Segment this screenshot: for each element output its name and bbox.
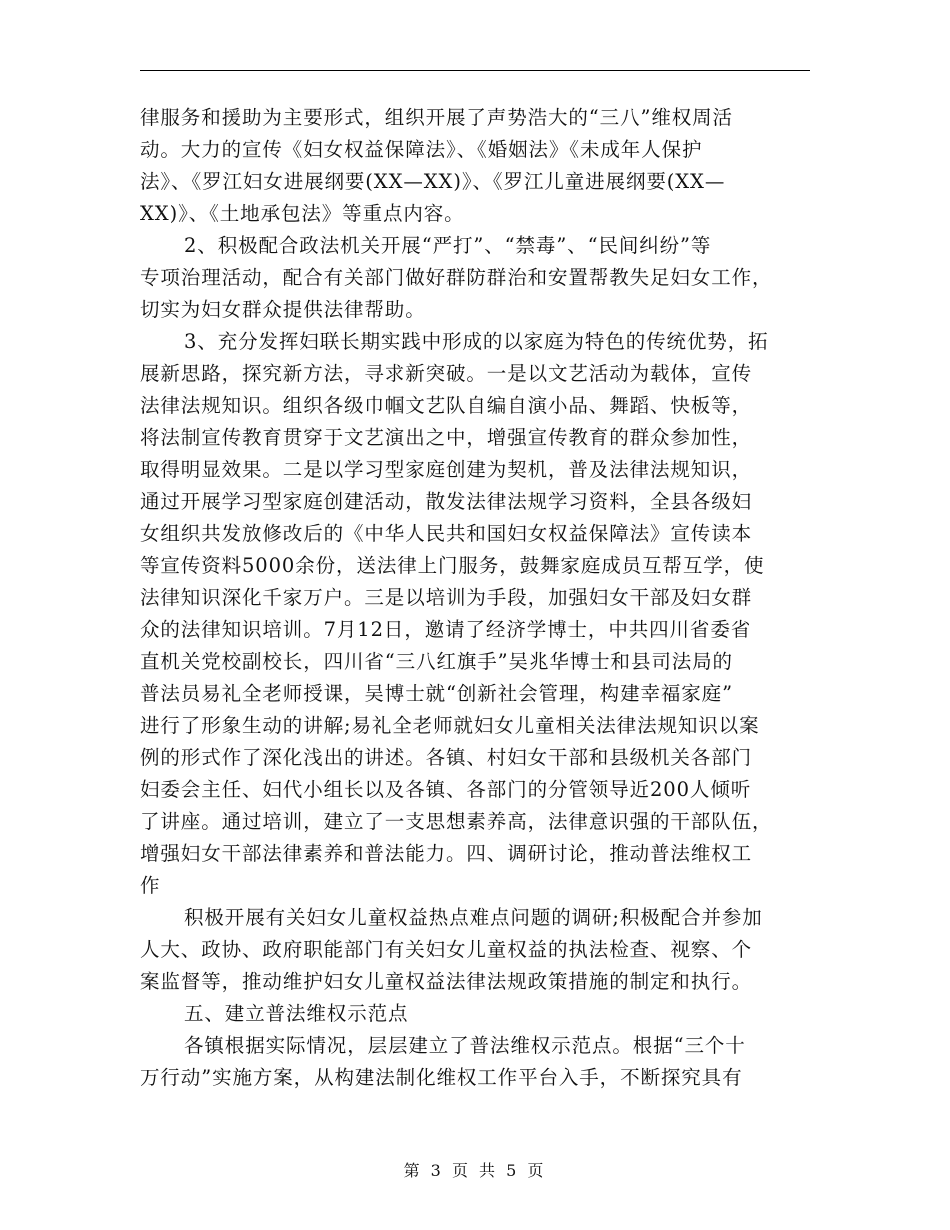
text-line: 法律知识深化千家万户。三是以培训为手段，加强妇女干部及妇女群 bbox=[140, 586, 753, 609]
text-line: 进行了形象生动的讲解;易礼全老师就妇女儿童相关法律法规知识以案 bbox=[140, 714, 760, 737]
text-line: 案监督等，推动维护妇女儿童权益法律法规政策措施的制定和执行。 bbox=[140, 970, 753, 993]
text-line: 法》、《罗江妇女进展纲要(XX—XX)》、《罗江儿童进展纲要(XX— bbox=[140, 170, 726, 193]
text-line: 例的形式作了深化浅出的讲述。各镇、村妇女干部和县级机关各部门 bbox=[140, 746, 753, 769]
text-line: 动。大力的宣传《妇女权益保障法》、《婚姻法》《未成年人保护 bbox=[140, 138, 703, 161]
text-line: 积极开展有关妇女儿童权益热点难点问题的调研;积极配合并参加 bbox=[184, 906, 763, 929]
text-line: 各镇根据实际情况，层层建立了普法维权示范点。根据“三个十 bbox=[184, 1034, 746, 1057]
text-line: 2、积极配合政法机关开展“严打”、“禁毒”、“民间纠纷”等 bbox=[184, 234, 712, 257]
text-line: 万行动”实施方案，从构建法制化维权工作平台入手，不断探究具有 bbox=[140, 1066, 743, 1089]
text-line: 法律法规知识。组织各级巾帼文艺队自编自演小品、舞蹈、快板等， bbox=[140, 394, 753, 417]
text-line: 等宣传资料5000余份，送法律上门服务，鼓舞家庭成员互帮互学，使 bbox=[140, 554, 765, 577]
text-line: 展新思路，探究新方法，寻求新突破。一是以文艺活动为载体，宣传 bbox=[140, 362, 753, 385]
text-line: 五、建立普法维权示范点 bbox=[184, 1002, 409, 1025]
text-line: 众的法律知识培训。7月12日，邀请了经济学博士，中共四川省委省 bbox=[140, 618, 752, 641]
text-line: 普法员易礼全老师授课，吴博士就“创新社会管理，构建幸福家庭” bbox=[140, 682, 733, 705]
text-line: 增强妇女干部法律素养和普法能力。四、调研讨论，推动普法维权工 bbox=[140, 842, 753, 865]
text-line: 切实为妇女群众提供法律帮助。 bbox=[140, 298, 426, 321]
text-line: 通过开展学习型家庭创建活动，散发法律法规学习资料，全县各级妇 bbox=[140, 490, 753, 513]
text-line: 律服务和援助为主要形式，组织开展了声势浩大的“三八”维权周活 bbox=[140, 106, 733, 129]
text-line: 了讲座。通过培训，建立了一支思想素养高，法律意识强的干部队伍， bbox=[140, 810, 773, 833]
text-line: 专项治理活动，配合有关部门做好群防群治和安置帮教失足妇女工作， bbox=[140, 266, 773, 289]
text-line: 3、充分发挥妇联长期实践中形成的以家庭为特色的传统优势，拓 bbox=[184, 330, 769, 353]
text-line: 作 bbox=[140, 874, 161, 897]
text-line: 将法制宣传教育贯穿于文艺演出之中，增强宣传教育的群众参加性， bbox=[140, 426, 753, 449]
document-body bbox=[140, 102, 816, 1094]
text-line: XX)》、《土地承包法》等重点内容。 bbox=[140, 202, 465, 225]
text-line: 妇委会主任、妇代小组长以及各镇、各部门的分管领导近200人倾听 bbox=[140, 778, 752, 801]
page-number-footer: 第 3 页 共 5 页 bbox=[403, 1161, 547, 1180]
text-line: 人大、政协、政府职能部门有关妇女儿童权益的执法检查、视察、个 bbox=[140, 938, 753, 961]
text-line: 取得明显效果。二是以学习型家庭创建为契机，普及法律法规知识， bbox=[140, 458, 753, 481]
header-rule bbox=[140, 70, 810, 71]
text-line: 直机关党校副校长，四川省“三八红旗手”吴兆华博士和县司法局的 bbox=[140, 650, 733, 673]
text-line: 女组织共发放修改后的《中华人民共和国妇女权益保障法》宣传读本 bbox=[140, 522, 753, 545]
